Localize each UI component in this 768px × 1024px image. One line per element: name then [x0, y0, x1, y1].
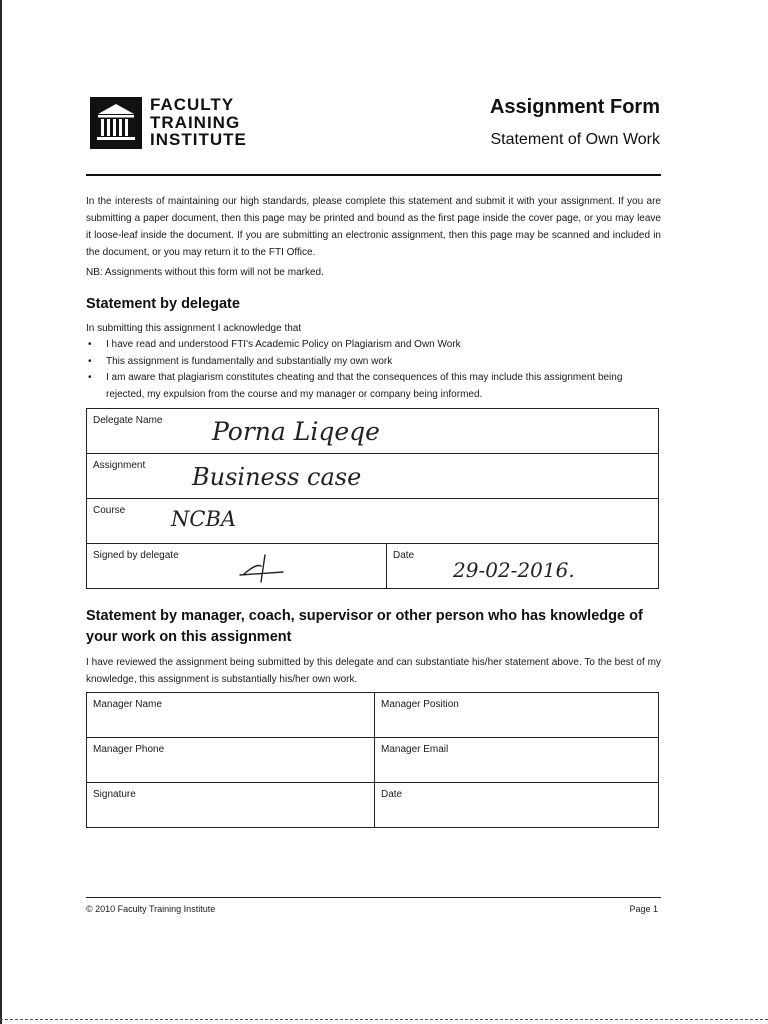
form-subtitle: Statement of Own Work	[490, 131, 660, 148]
manager-signature-label: Signature	[93, 789, 136, 800]
intro-paragraph: In the interests of maintaining our high standards, please complete this statement and submit it with your assignment. If you are submitting a paper document, then this page may be printed and bound as the first page inside the cover page, or you may leave it loose-leaf inside the document. If you are submitting an electronic assignment, then this page may be scanned and included in the document, or you may return it to the FTI Office.	[86, 196, 661, 258]
manager-phone-label: Manager Phone	[93, 744, 165, 755]
delegate-signature-mark	[237, 552, 285, 586]
delegate-name-field[interactable]	[87, 409, 659, 454]
delegate-date-value: 29-02-2016.	[453, 558, 575, 582]
logo	[90, 97, 270, 153]
nb-note: NB: Assignments without this form will not be marked.	[86, 267, 324, 278]
delegate-name-value: Porna Liqeqe	[212, 417, 380, 446]
manager-date-field[interactable]	[375, 783, 659, 828]
logo-line-3: INSTITUTE	[150, 130, 247, 149]
manager-statement: I have reviewed the assignment being submitted by this delegate and can substantiate his/her statement above. To the best of my knowledge, this assignment is substantially his/her own work.	[86, 657, 661, 685]
footer-divider	[86, 897, 661, 898]
manager-name-field[interactable]	[87, 693, 375, 738]
scan-edge	[0, 0, 2, 1024]
footer-copyright: © 2010 Faculty Training Institute	[86, 904, 216, 914]
manager-signature-field[interactable]	[87, 783, 375, 828]
manager-position-field[interactable]	[375, 693, 659, 738]
acknowledgement-list	[86, 337, 661, 403]
manager-heading: Statement by manager, coach, supervisor or other person who has knowledge of your work on this assignment	[86, 608, 643, 645]
delegate-date-label: Date	[393, 550, 415, 561]
delegate-lead: In submitting this assignment I acknowledge that	[86, 323, 302, 334]
delegate-name-label: Delegate Name	[93, 415, 163, 426]
page-number: Page 1	[629, 904, 658, 914]
signed-by-delegate-label: Signed by delegate	[93, 550, 179, 561]
logo-wordmark	[150, 96, 247, 149]
manager-date-label: Date	[381, 789, 403, 800]
manager-form-table	[86, 692, 659, 828]
manager-email-label: Manager Email	[381, 744, 449, 755]
form-title: Assignment Form	[489, 96, 660, 118]
delegate-date-field[interactable]	[387, 544, 659, 589]
course-field[interactable]	[87, 499, 659, 544]
manager-email-field[interactable]	[375, 738, 659, 783]
assignment-value: Business case	[192, 463, 362, 491]
header-divider	[86, 174, 661, 176]
list-item: • I have read and understood FTI's Academic Policy on Plagiarism and Own Work	[86, 337, 661, 354]
logo-line-2: TRAINING	[150, 112, 241, 132]
assignment-field[interactable]	[87, 454, 659, 499]
delegate-signature-field[interactable]	[87, 544, 387, 589]
delegate-heading: Statement by delegate	[86, 296, 240, 312]
course-label: Course	[93, 505, 126, 516]
institute-building-icon	[90, 97, 142, 149]
logo-line-1: FACULTY	[150, 95, 235, 114]
manager-name-label: Manager Name	[93, 699, 162, 710]
list-item: • This assignment is fundamentally and substantially my own work	[86, 354, 661, 371]
scan-bottom-edge	[0, 1019, 768, 1020]
manager-phone-field[interactable]	[87, 738, 375, 783]
course-value: NCBA	[171, 507, 237, 531]
assignment-label: Assignment	[93, 460, 146, 471]
delegate-form-table	[86, 408, 659, 589]
manager-position-label: Manager Position	[381, 699, 459, 710]
list-item: • I am aware that plagiarism constitutes cheating and that the consequences of this may include this assignment being rejected, my expulsion from the course and my manager or company being informed.	[86, 370, 661, 403]
